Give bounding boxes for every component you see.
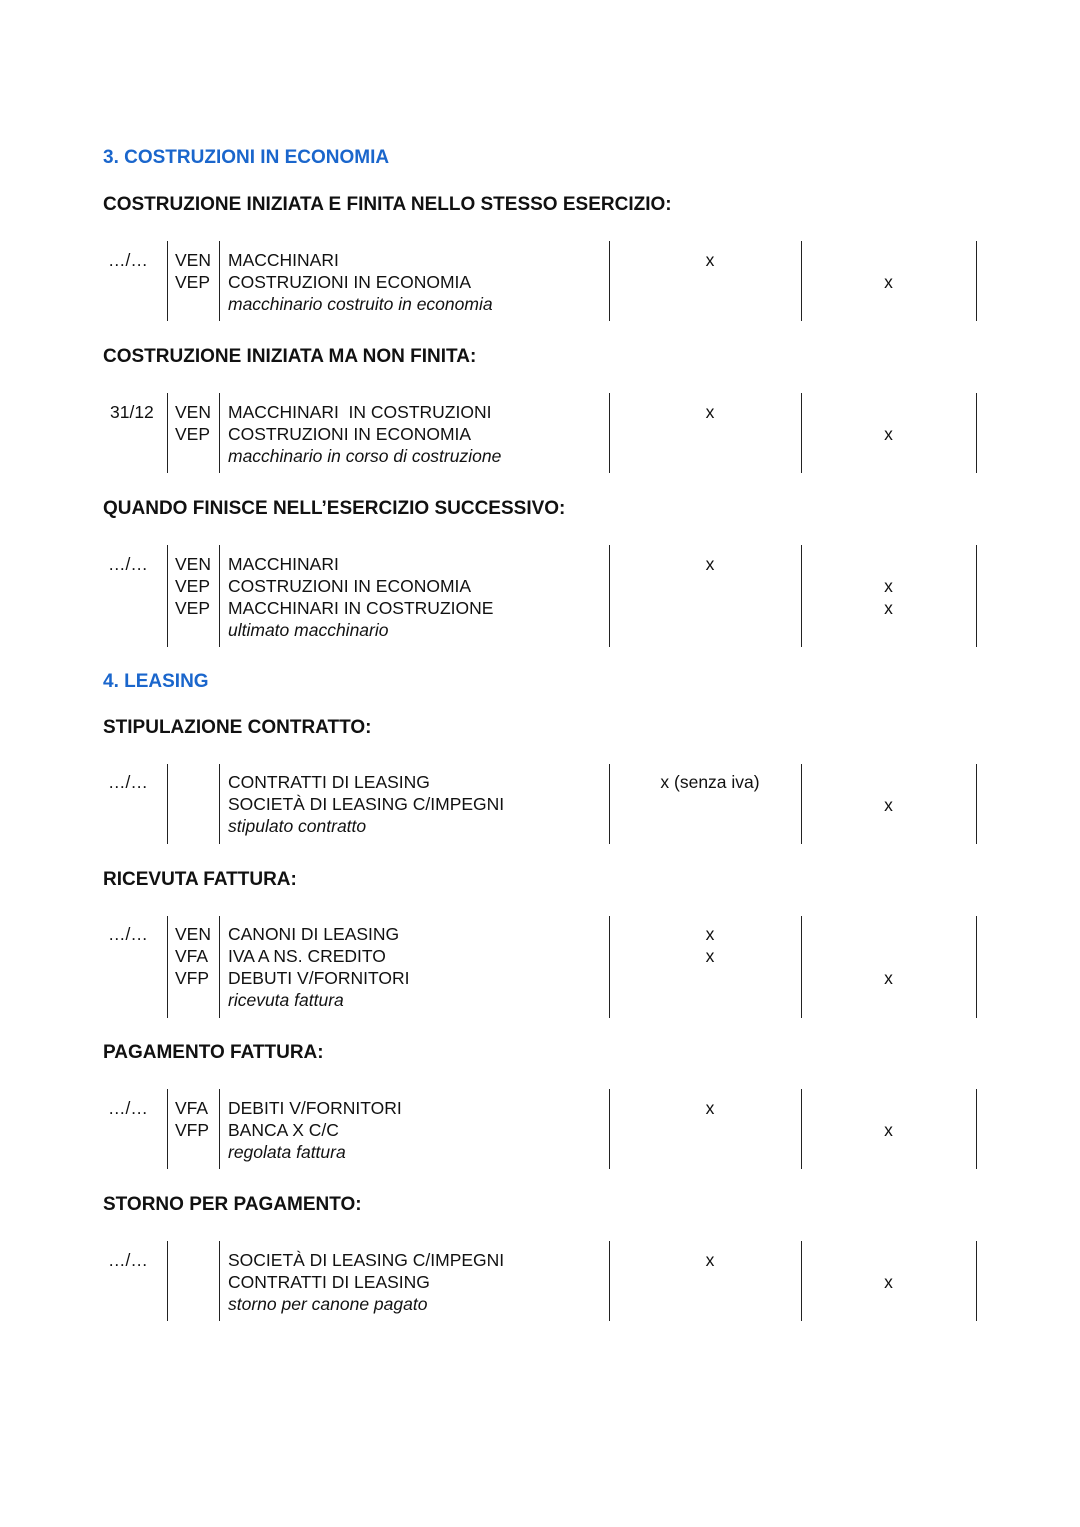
- entry-description: stipulato contratto: [228, 816, 367, 836]
- entry-date: …/…: [108, 554, 148, 574]
- entry-code: VFP: [175, 968, 210, 988]
- column-divider: [976, 916, 977, 1018]
- entry-account: IVA A NS. CREDITO: [228, 946, 386, 966]
- entry-avere: x: [884, 272, 893, 292]
- entry-description: ricevuta fattura: [228, 990, 344, 1010]
- entry-code: VEN: [175, 250, 211, 270]
- entry-dare: x: [705, 1250, 715, 1270]
- section-4-title: 4. LEASING: [103, 671, 209, 692]
- entry-code: VFA: [175, 1098, 209, 1118]
- column-divider: [219, 916, 220, 1018]
- entry-avere: x: [884, 424, 893, 444]
- entry-dare: x: [705, 946, 715, 966]
- entry-account: BANCA X C/C: [228, 1120, 339, 1140]
- column-divider: [976, 764, 977, 844]
- entry-code: VEN: [175, 924, 211, 944]
- entry-date: …/…: [108, 1250, 148, 1270]
- entry-code: VEP: [175, 272, 211, 292]
- column-divider: [219, 1241, 220, 1321]
- column-divider: [167, 241, 168, 321]
- entry-heading: COSTRUZIONE INIZIATA E FINITA NELLO STESSO ESERCIZIO:: [103, 194, 672, 215]
- column-divider: [976, 545, 977, 647]
- entry-account: MACCHINARI: [228, 554, 339, 574]
- column-divider: [167, 1089, 168, 1169]
- column-divider: [219, 764, 220, 844]
- column-divider: [167, 916, 168, 1018]
- journal-entry: [0, 916, 1080, 1018]
- entry-account: CANONI DI LEASING: [228, 924, 400, 944]
- entry-code: VFA: [175, 946, 209, 966]
- entry-description: macchinario in corso di costruzione: [228, 446, 502, 466]
- entry-dare: x: [705, 924, 715, 944]
- entry-account: DEBITI V/FORNITORI: [228, 1098, 402, 1118]
- entry-date: …/…: [108, 250, 148, 270]
- column-divider: [219, 545, 220, 647]
- column-divider: [167, 1241, 168, 1321]
- entry-heading: STIPULAZIONE CONTRATTO:: [103, 717, 372, 738]
- entry-account: COSTRUZIONI IN ECONOMIA: [228, 424, 472, 444]
- entry-account: SOCIETÀ DI LEASING C/IMPEGNI: [228, 1250, 505, 1270]
- entry-heading: PAGAMENTO FATTURA:: [103, 1042, 324, 1063]
- entry-date: …/…: [108, 772, 148, 792]
- entry-account: MACCHINARI IN COSTRUZIONI: [228, 402, 492, 422]
- entry-date: …/…: [108, 1098, 148, 1118]
- entry-dare: x: [705, 1098, 715, 1118]
- entry-account: CONTRATTI DI LEASING: [228, 1272, 430, 1292]
- entry-dare: x: [705, 250, 715, 270]
- entry-date: 31/12: [110, 402, 154, 422]
- column-divider: [167, 545, 168, 647]
- entry-code: VEP: [175, 598, 211, 618]
- entry-avere: x: [884, 598, 893, 618]
- column-divider: [976, 1241, 977, 1321]
- entry-account: COSTRUZIONI IN ECONOMIA: [228, 272, 472, 292]
- entry-heading: RICEVUTA FATTURA:: [103, 869, 297, 890]
- entry-account: SOCIETÀ DI LEASING C/IMPEGNI: [228, 794, 505, 814]
- entry-account: COSTRUZIONI IN ECONOMIA: [228, 576, 472, 596]
- entry-heading: COSTRUZIONE INIZIATA MA NON FINITA:: [103, 346, 477, 367]
- entry-heading: STORNO PER PAGAMENTO:: [103, 1194, 362, 1215]
- column-divider: [976, 1089, 977, 1169]
- entry-description: regolata fattura: [228, 1142, 346, 1162]
- column-divider: [219, 393, 220, 473]
- journal-entry: [0, 764, 1080, 844]
- journal-entry: [0, 241, 1080, 321]
- entry-dare: x: [705, 402, 715, 422]
- entry-account: DEBUTI V/FORNITORI: [228, 968, 410, 988]
- entry-avere: x: [884, 1272, 893, 1292]
- journal-entry: [0, 1089, 1080, 1169]
- entry-description: storno per canone pagato: [228, 1294, 428, 1314]
- column-divider: [219, 1089, 220, 1169]
- entry-code: VEN: [175, 402, 211, 422]
- section-3-title: 3. COSTRUZIONI IN ECONOMIA: [103, 147, 390, 168]
- column-divider: [219, 241, 220, 321]
- entry-code: VFP: [175, 1120, 210, 1140]
- entry-account: MACCHINARI: [228, 250, 339, 270]
- entry-code: VEN: [175, 554, 211, 574]
- column-divider: [976, 241, 977, 321]
- column-divider: [167, 393, 168, 473]
- entry-avere: x: [884, 1120, 893, 1140]
- column-divider: [167, 764, 168, 844]
- entry-heading: QUANDO FINISCE NELL’ESERCIZIO SUCCESSIVO:: [103, 498, 566, 519]
- journal-entry: [0, 545, 1080, 647]
- entry-dare: x (senza iva): [660, 772, 760, 792]
- entry-account: MACCHINARI IN COSTRUZIONE: [228, 598, 494, 618]
- column-divider: [976, 393, 977, 473]
- journal-entry: [0, 1241, 1080, 1321]
- entry-code: VEP: [175, 424, 211, 444]
- entry-date: …/…: [108, 924, 148, 944]
- entry-code: VEP: [175, 576, 211, 596]
- entry-dare: x: [705, 554, 715, 574]
- entry-avere: x: [884, 795, 893, 815]
- entry-avere: x: [884, 576, 893, 596]
- entry-account: CONTRATTI DI LEASING: [228, 772, 430, 792]
- entry-description: macchinario costruito in economia: [228, 294, 493, 314]
- journal-entry: [0, 393, 1080, 473]
- entry-avere: x: [884, 968, 893, 988]
- entry-description: ultimato macchinario: [228, 620, 389, 640]
